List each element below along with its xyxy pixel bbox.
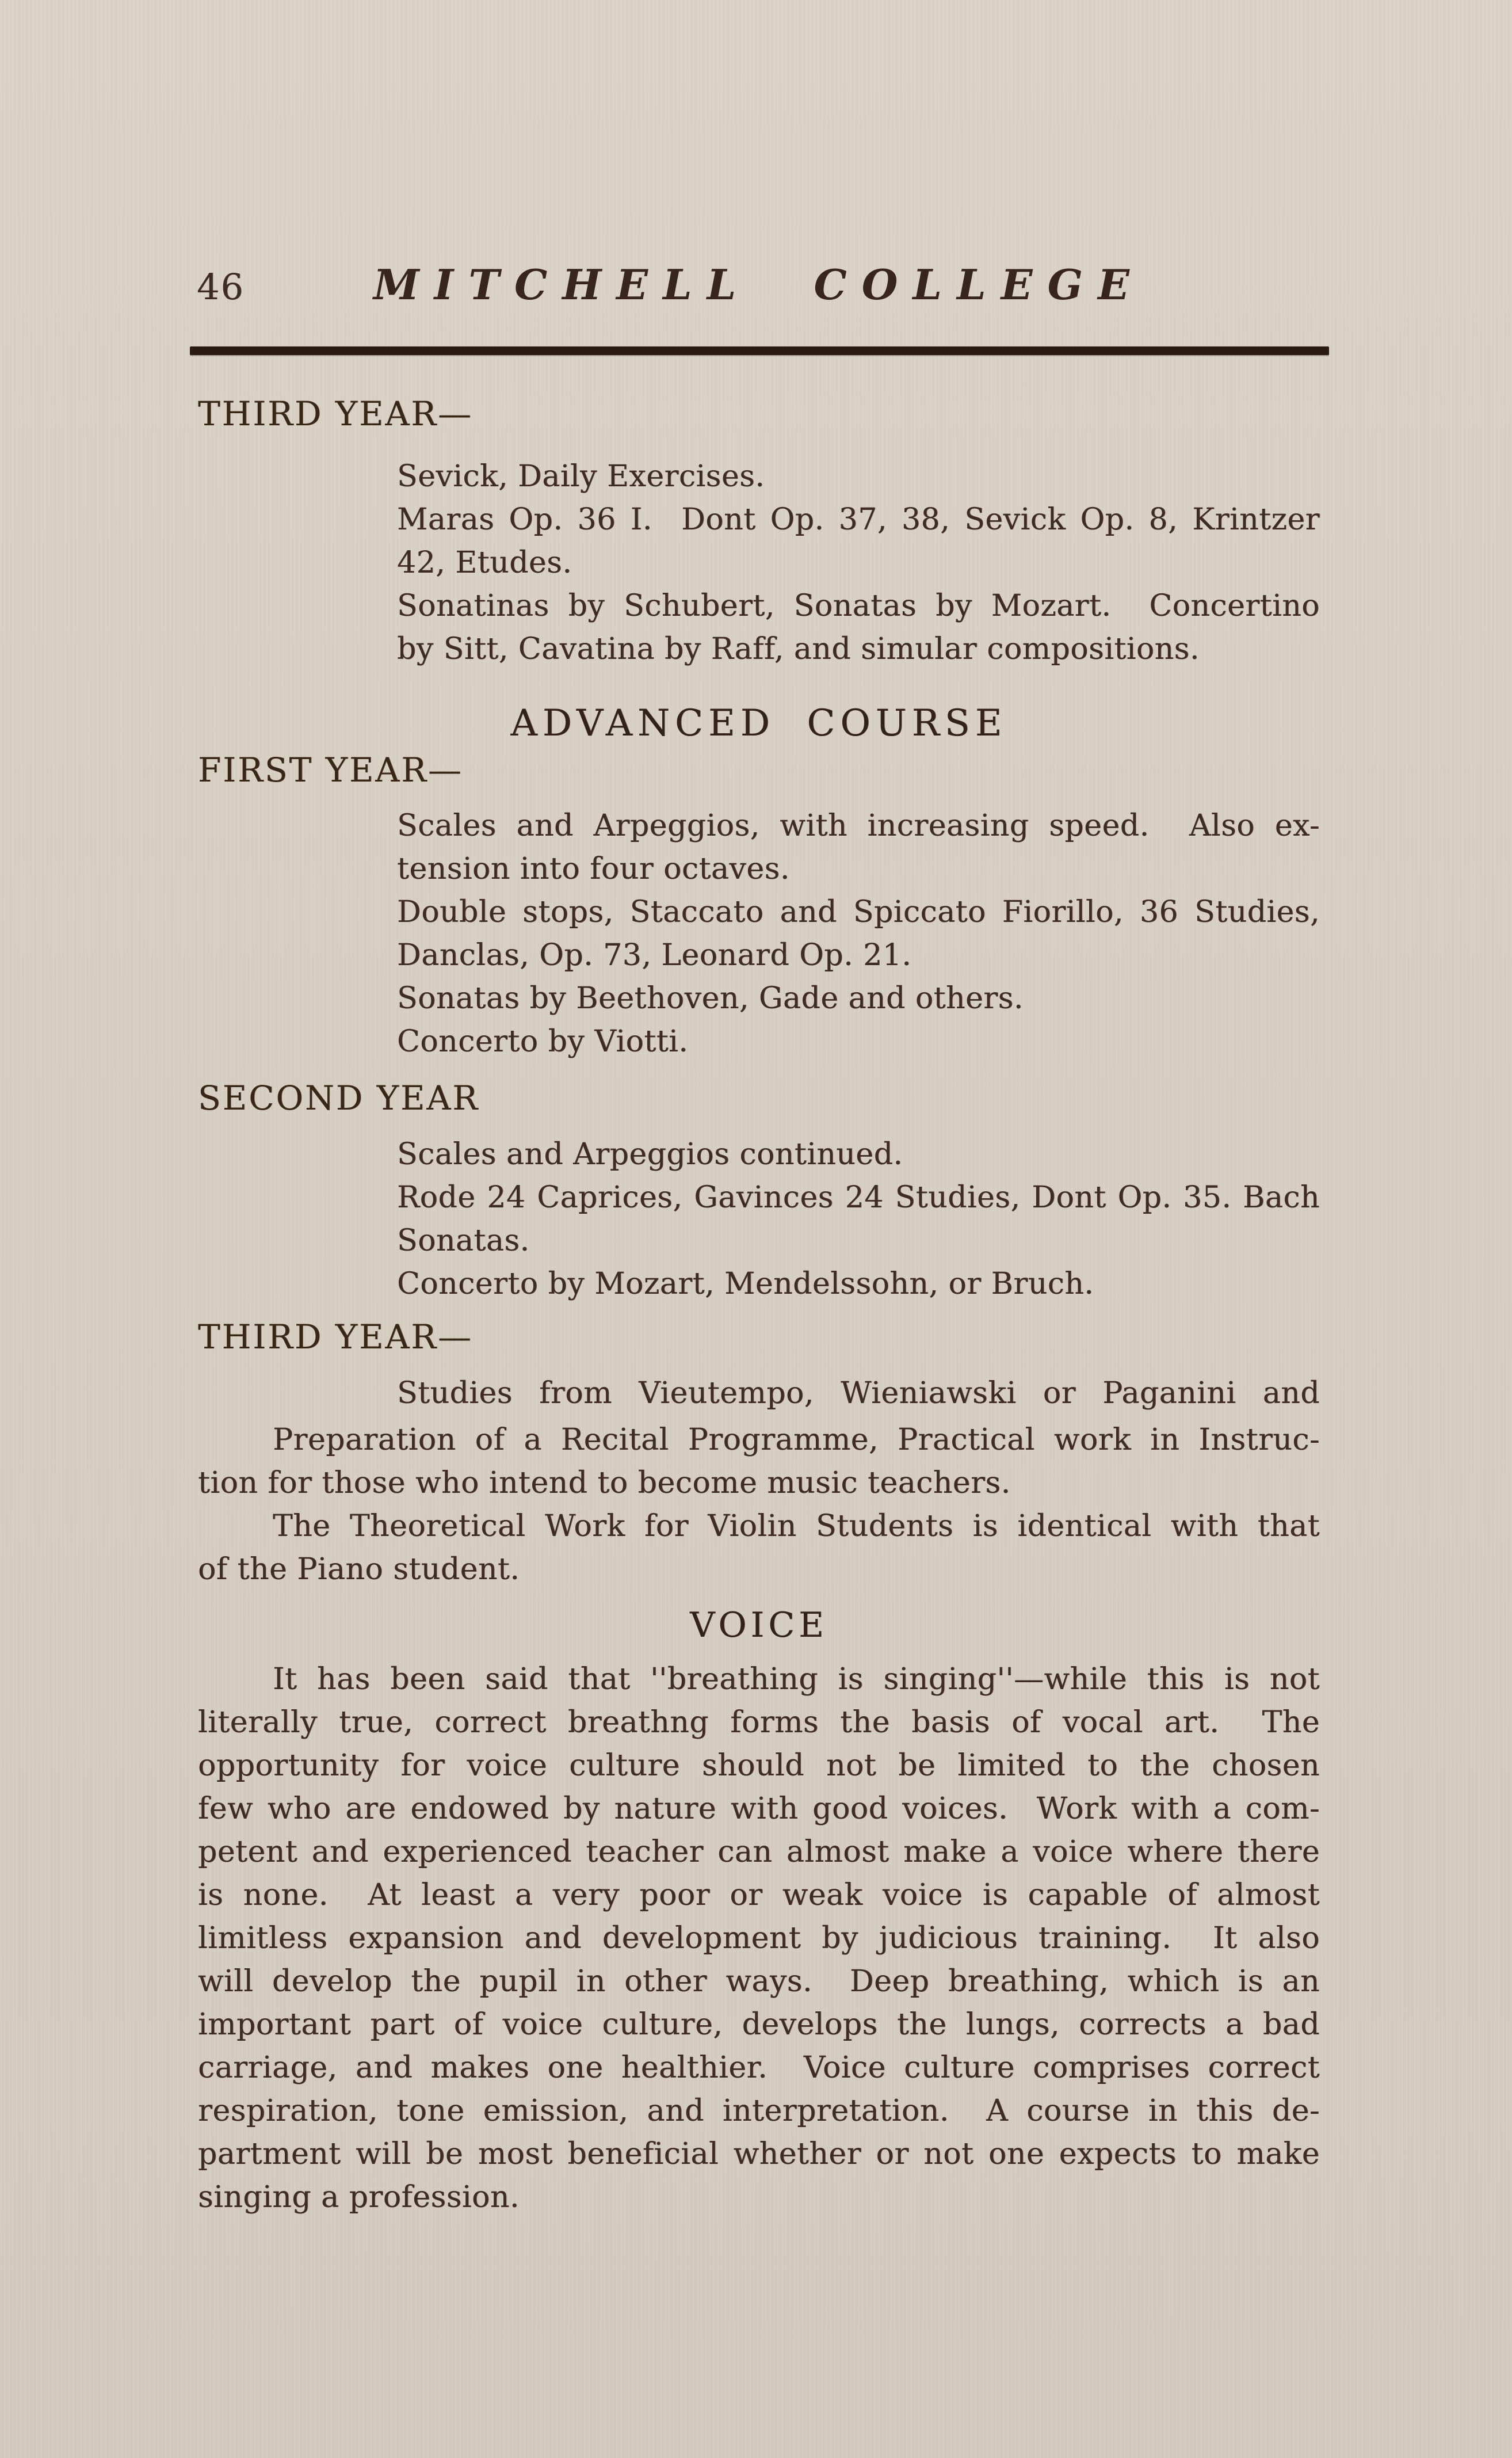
text-line: Sevick, Daily Exercises. — [397, 459, 765, 494]
text-line: partment will be most beneficial whether or not one expects to make — [198, 2137, 1320, 2171]
section-heading-third-year-intermediate: THIRD YEAR— — [198, 394, 473, 433]
text-line: singing a profession. — [198, 2180, 520, 2215]
text-line: Danclas, Op. 73, Leonard Op. 21. — [397, 938, 912, 973]
section-heading-voice: VOICE — [690, 1605, 828, 1645]
page-number: 46 — [197, 266, 245, 308]
text-line: carriage, and makes one healthier. Voice culture comprises correct — [198, 2051, 1320, 2085]
text-line: Sonatinas by Schubert, Sonatas by Mozart. Concertino — [397, 589, 1320, 623]
text-line: respiration, tone emission, and interpretation. A course in this de- — [198, 2094, 1320, 2128]
text-line: tension into four octaves. — [397, 852, 790, 886]
course-list-second-year — [397, 1133, 1320, 1306]
text-line: Maras Op. 36 I. Dont Op. 37, 38, Sevick Op. 8, Krintzer — [397, 502, 1320, 537]
text-line: Sonatas. — [397, 1224, 530, 1258]
text-line: literally true, correct breathng forms the basis of vocal art. The — [198, 1705, 1320, 1740]
voice-paragraph — [198, 1658, 1320, 2219]
text-line: The Theoretical Work for Violin Students is identical with that — [273, 1509, 1320, 1544]
section-heading-first-year: FIRST YEAR— — [198, 750, 463, 790]
text-line: It has been said that ''breathing is singing''—while this is not — [273, 1662, 1320, 1697]
section-heading-second-year: SECOND YEAR — [198, 1079, 479, 1118]
text-line: Sonatas by Beethoven, Gade and others. — [397, 981, 1024, 1016]
header-rule — [190, 346, 1329, 355]
text-line: 42, Etudes. — [397, 546, 572, 580]
theory-note-paragraph — [198, 1505, 1320, 1591]
text-line: will develop the pupil in other ways. Deep breathing, which is an — [198, 1964, 1320, 1999]
text-line: Double stops, Staccato and Spiccato Fiorillo, 36 Studies, — [397, 895, 1320, 929]
text-line: Rode 24 Caprices, Gavinces 24 Studies, Dont Op. 35. Bach — [397, 1180, 1320, 1215]
text-line: few who are endowed by nature with good voices. Work with a com- — [198, 1792, 1320, 1826]
text-line: by Sitt, Cavatina by Raff, and simular compositions. — [397, 632, 1200, 666]
text-line: Scales and Arpeggios continued. — [397, 1137, 903, 1172]
text-line: limitless expansion and development by judicious training. It also — [198, 1921, 1320, 1956]
text-line: Preparation of a Recital Programme, Practical work in Instruc- — [273, 1423, 1320, 1457]
section-heading-advanced-course: ADVANCED COURSE — [510, 702, 1007, 745]
text-line: Concerto by Viotti. — [397, 1024, 689, 1059]
course-list-third-year-intermediate — [397, 455, 1320, 671]
text-line: of the Piano student. — [198, 1552, 520, 1587]
course-list-first-year — [397, 805, 1320, 1064]
text-line: opportunity for voice culture should not be limited to the chosen — [198, 1748, 1320, 1783]
text-line: petent and experienced teacher can almost make a voice where there — [198, 1835, 1320, 1869]
page-header — [197, 260, 1320, 309]
running-title: MITCHELL COLLEGE — [373, 260, 1144, 309]
text-line: important part of voice culture, develops the lungs, corrects a bad — [198, 2007, 1320, 2042]
section-heading-third-year-advanced: THIRD YEAR— — [198, 1317, 473, 1356]
text-line: tion for those who intend to become music teachers. — [198, 1466, 1011, 1500]
text-line: Concerto by Mozart, Mendelssohn, or Bruch. — [397, 1267, 1094, 1301]
third-year-paragraph — [198, 1372, 1320, 1505]
text-line: is none. At least a very poor or weak voice is capable of almost — [198, 1878, 1320, 1912]
text-line: Scales and Arpeggios, with increasing speed. Also ex- — [397, 809, 1320, 843]
text-line: Studies from Vieutempo, Wieniawski or Paganini and — [397, 1376, 1320, 1411]
page-content — [198, 0, 1320, 2219]
